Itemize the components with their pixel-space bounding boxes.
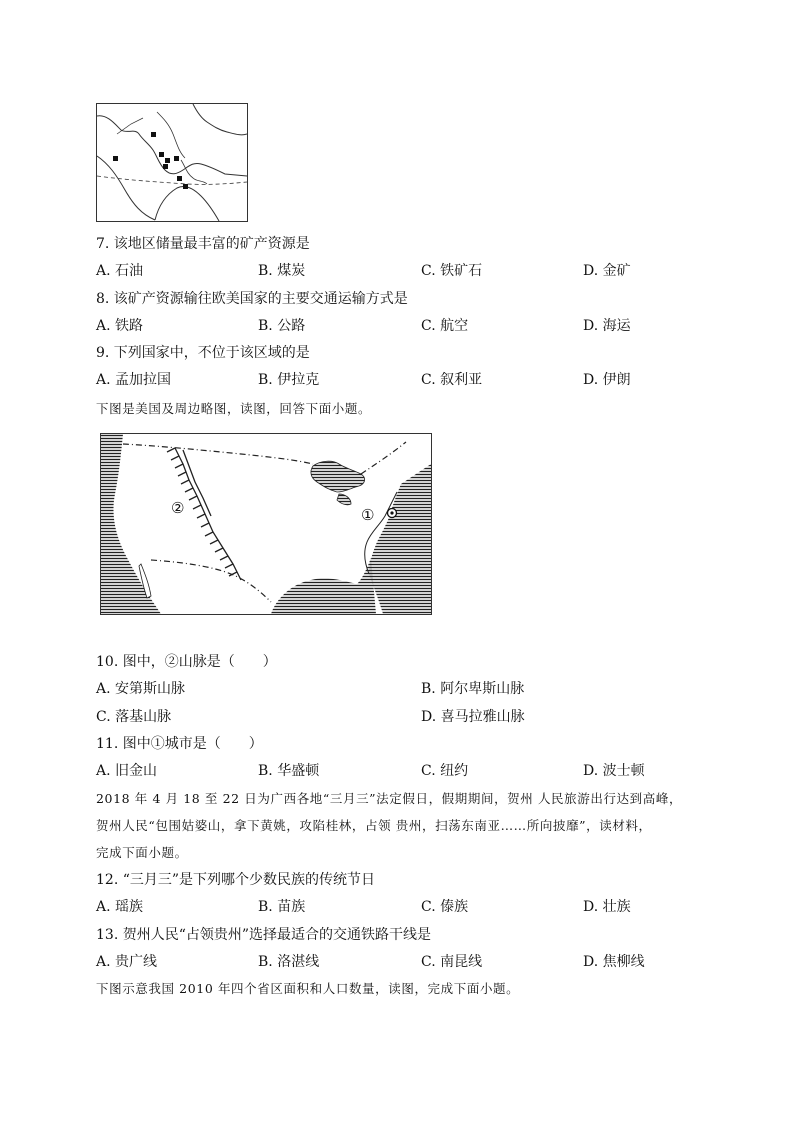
question-8-option-b[interactable]: B. 公路 [258, 318, 306, 334]
question-9-option-b[interactable]: B. 伊拉克 [258, 372, 320, 388]
oil-marker [163, 164, 168, 169]
oil-marker [183, 184, 188, 189]
question-10-option-d[interactable]: D. 喜马拉雅山脉 [421, 709, 525, 725]
hezhou-passage-line-3: 完成下面小题。 [96, 845, 188, 860]
atlantic-ocean [369, 464, 431, 614]
question-11-option-b[interactable]: B. 华盛顿 [258, 763, 320, 779]
question-9-option-c[interactable]: C. 叙利亚 [421, 372, 483, 388]
oil-marker [159, 152, 164, 157]
provinces-intro: 下图示意我国 2010 年四个省区面积和人口数量，读图，完成下面小题。 [96, 981, 520, 996]
oil-marker [165, 158, 170, 163]
question-12-option-b[interactable]: B. 苗族 [258, 899, 306, 915]
gulf-of-mexico [271, 558, 376, 614]
question-11-stem: 11. 图中①城市是（ ） [96, 736, 263, 752]
great-lakes [311, 461, 365, 492]
usa-map-intro: 下图是美国及周边略图，读图，回答下面小题。 [96, 401, 372, 416]
label-range-2: ② [171, 499, 185, 517]
question-9-stem: 9. 下列国家中，不位于该区域的是 [96, 345, 310, 361]
mexico-border [151, 560, 271, 602]
pacific-ocean [101, 434, 161, 614]
usa-map [100, 433, 432, 615]
question-7-option-b[interactable]: B. 煤炭 [258, 263, 306, 279]
question-7-stem: 7. 该地区储量最丰富的矿产资源是 [96, 236, 310, 252]
question-13-option-b[interactable]: B. 洛湛线 [258, 954, 320, 970]
question-13-stem: 13. 贺州人民“占领贵州”选择最适合的交通铁路干线是 [96, 927, 432, 943]
question-11-option-a[interactable]: A. 旧金山 [96, 763, 158, 779]
middle-east-map [96, 103, 248, 222]
question-12-option-d[interactable]: D. 壮族 [583, 899, 631, 915]
question-11-option-c[interactable]: C. 纽约 [421, 763, 469, 779]
question-9-option-d[interactable]: D. 伊朗 [583, 372, 631, 388]
canada-border [123, 442, 406, 474]
oil-marker [151, 132, 156, 137]
question-7-option-a[interactable]: A. 石油 [96, 263, 144, 279]
question-8-option-a[interactable]: A. 铁路 [96, 318, 144, 334]
question-10-option-c[interactable]: C. 落基山脉 [96, 709, 172, 725]
coastline [97, 116, 247, 176]
question-10-option-a[interactable]: A. 安第斯山脉 [96, 681, 186, 697]
question-13-option-c[interactable]: C. 南昆线 [421, 954, 483, 970]
question-12-stem: 12. “三月三”是下列哪个少数民族的传统节日 [96, 872, 376, 888]
question-13-option-d[interactable]: D. 焦柳线 [583, 954, 645, 970]
question-8-stem: 8. 该矿产资源输往欧美国家的主要交通运输方式是 [96, 291, 408, 307]
oil-marker [174, 156, 179, 161]
question-12-option-c[interactable]: C. 傣族 [421, 899, 469, 915]
hezhou-passage-line-1: 2018 年 4 月 18 至 22 日为广西各地“三月三”法定假日，假期期间，贺州 人民旅游出行达到高峰， [96, 791, 683, 806]
question-8-option-c[interactable]: C. 航空 [421, 318, 469, 334]
question-7-option-c[interactable]: C. 铁矿石 [421, 263, 483, 279]
hezhou-passage-line-2: 贺州人民“包围姑婆山，拿下黄姚，攻陷桂林，占领 贵州，扫荡东南亚……所向披靡”，读材料， [96, 818, 652, 833]
question-7-option-d[interactable]: D. 金矿 [583, 263, 631, 279]
question-8-option-d[interactable]: D. 海运 [583, 318, 631, 334]
question-11-option-d[interactable]: D. 波士顿 [583, 763, 645, 779]
question-9-option-a[interactable]: A. 孟加拉国 [96, 372, 172, 388]
question-10-option-b[interactable]: B. 阿尔卑斯山脉 [421, 681, 525, 697]
oil-marker [113, 156, 118, 161]
question-10-stem: 10. 图中，②山脉是（ ） [96, 654, 277, 670]
label-city-1: ① [361, 506, 375, 524]
oil-marker [177, 176, 182, 181]
question-13-option-a[interactable]: A. 贵广线 [96, 954, 158, 970]
question-12-option-a[interactable]: A. 瑶族 [96, 899, 144, 915]
